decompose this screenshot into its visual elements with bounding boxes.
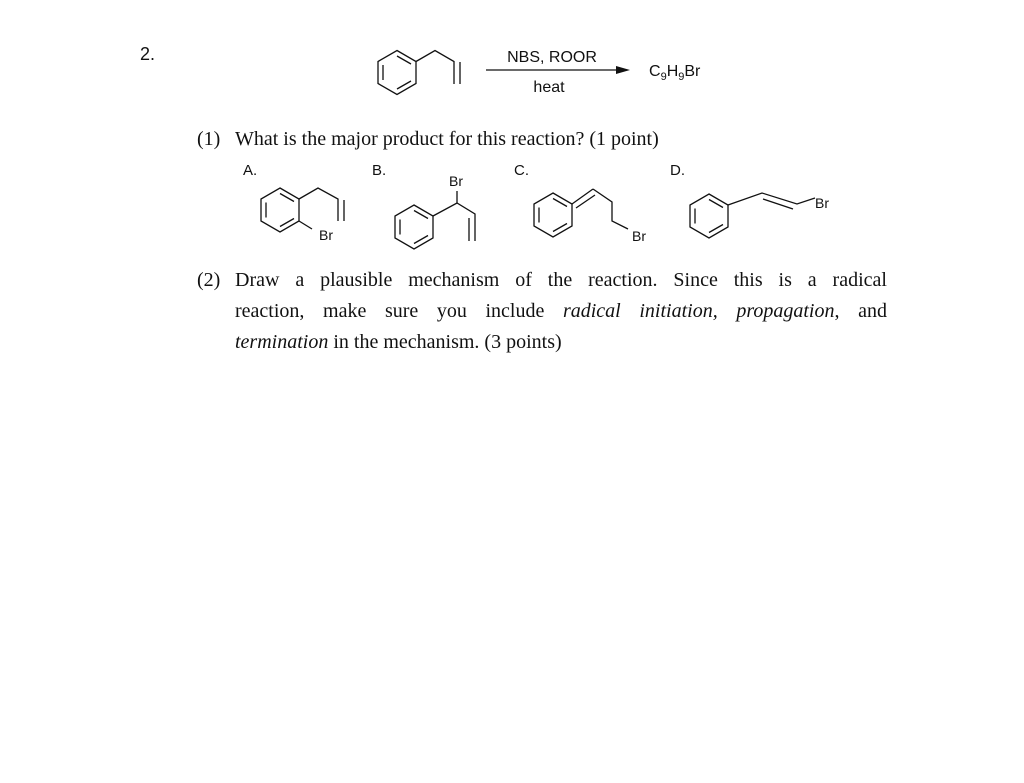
part-1-text: What is the major product for this reaction? (1 point) — [235, 128, 659, 150]
option-a-structure — [261, 188, 344, 232]
option-b-letter: B. — [372, 162, 387, 179]
part-2-line-3-rest: in the mechanism. (3 points) — [328, 331, 562, 353]
option-b-structure — [395, 191, 475, 249]
part-2-termination: termination — [235, 331, 329, 353]
product-formula: $C_9H_9Br$ — [649, 63, 701, 83]
part-2-label: (2) — [197, 269, 221, 291]
part-2-word: the — [547, 269, 573, 291]
part-2-word-text: make — [323, 300, 367, 322]
part-2-word — [736, 296, 839, 327]
reagents-bottom: heat — [533, 79, 565, 96]
option-c-letter: C. — [514, 162, 529, 179]
question-part-1 — [197, 128, 659, 151]
part-2-word: a — [807, 269, 817, 291]
question-part-2 — [197, 265, 887, 358]
part-2-word — [639, 296, 717, 327]
part-2-line-2 — [197, 296, 887, 327]
part-2-word: mechanism — [408, 269, 500, 291]
part-2-word — [323, 296, 366, 327]
part-2-word-text: reaction, — [235, 300, 305, 322]
part-2-line-1 — [197, 265, 887, 296]
reagents-top: NBS, ROOR — [507, 49, 597, 66]
part-2-word-text: include — [485, 300, 545, 322]
reaction-arrow — [486, 66, 630, 74]
option-a-letter: A. — [243, 162, 258, 179]
part-2-word — [437, 296, 467, 327]
part-2-word: Since — [673, 269, 718, 291]
part-2-word-text: sure — [384, 300, 419, 322]
part-2-word-text: you — [436, 300, 467, 322]
option-b-br: Br — [449, 173, 463, 189]
part-2-word-text: radical — [562, 300, 621, 322]
part-2-word: radical — [832, 269, 887, 291]
part-2-word — [385, 296, 418, 327]
part-2-word: plausible — [320, 269, 393, 291]
option-d-letter: D. — [670, 162, 685, 179]
part-2-word: reaction. — [588, 269, 658, 291]
part-2-word: is — [778, 269, 792, 291]
part-2-word-text: initiation, — [639, 300, 718, 322]
option-d-br: Br — [815, 195, 829, 211]
part-2-word — [485, 296, 544, 327]
part-2-line-3 — [197, 327, 887, 358]
question-number: 2. — [140, 44, 156, 64]
part-2-word: this — [733, 269, 763, 291]
part-2-word-text: propagation — [736, 300, 835, 322]
part-2-word: Draw — [235, 269, 280, 291]
option-c-br: Br — [632, 228, 646, 244]
option-d-structure — [690, 193, 815, 238]
part-2-word: a — [295, 269, 305, 291]
option-a-br: Br — [319, 227, 333, 243]
part-2-word: of — [515, 269, 532, 291]
part-1-label: (1) — [197, 128, 221, 150]
reactant-allylbenzene — [378, 51, 460, 95]
part-2-word-text: , — [834, 300, 840, 322]
part-2-word — [858, 296, 887, 327]
part-2-word — [563, 296, 621, 327]
part-2-word-text: and — [858, 300, 887, 322]
option-c-structure — [534, 189, 628, 237]
part-2-word — [235, 296, 304, 327]
